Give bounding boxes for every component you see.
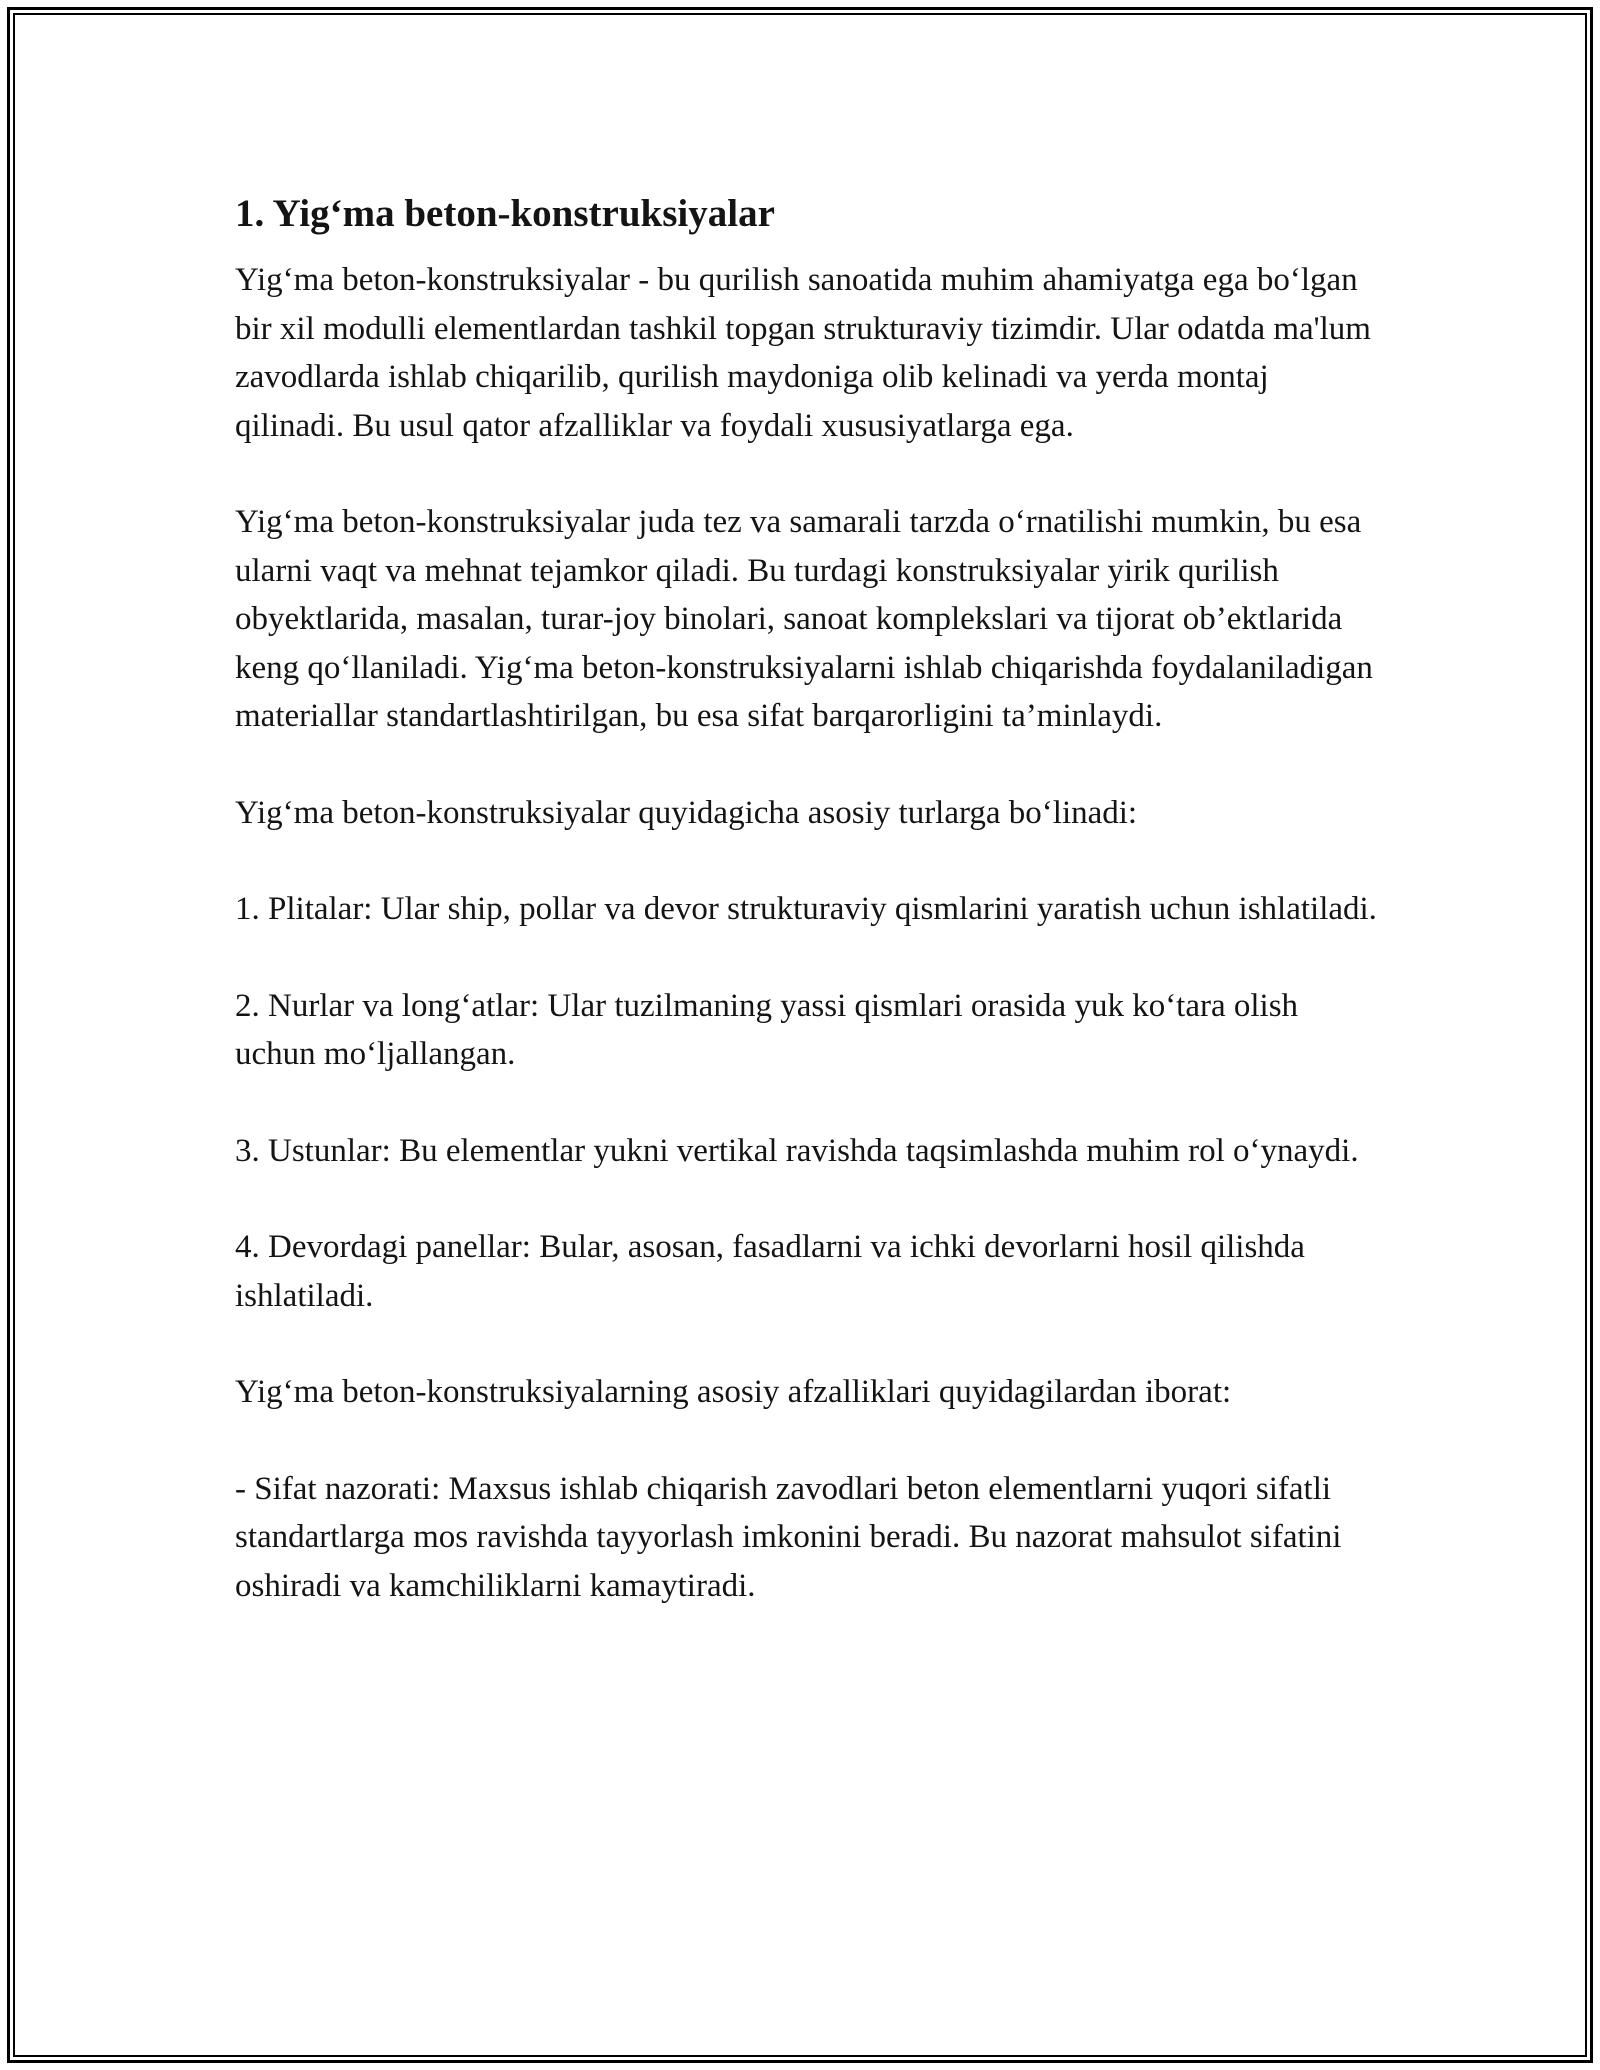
list-item-plates: 1. Plitalar: Ular ship, pollar va devor strukturaviy qismlarini yaratish uchun ishlatiladi. [235,891,1377,927]
document-body [235,188,1385,1658]
list-item-wall-panels: 4. Devordagi panellar: Bular, asosan, fasadlarni va ichki devorlarni hosil qilishda ishlatiladi. [235,1229,1305,1314]
advantages-paragraph: Yig‘ma beton-konstruksiyalar juda tez va samarali tarzda o‘rnatilishi mumkin, bu esa ularni vaqt va mehnat tejamkor qiladi. Bu turdagi konstruksiyalar yirik qurilish obyektlarida, masalan, turar-joy binolari, sanoat komplekslari va tijorat ob’ektlarida keng qo‘llaniladi. Yig‘ma beton-konstruksiyalarni ishlab chiqarishda foydalaniladigan materiallar standartlashtirilgan, bu esa sifat barqarorligini ta’minlaydi. [235,504,1373,734]
list-item-beams: 2. Nurlar va long‘atlar: Ular tuzilmaning yassi qismlari orasida yuk ko‘tara olish uchun mo‘ljallangan. [235,987,1299,1072]
list-item-columns: 3. Ustunlar: Bu elementlar yukni vertikal ravishda taqsimlashda muhim rol o‘ynaydi. [235,1132,1359,1169]
benefits-intro-paragraph: Yig‘ma beton-konstruksiyalarning asosiy afzalliklari quyidagilardan iborat: [235,1374,1232,1410]
intro-paragraph: Yig‘ma beton-konstruksiyalar - bu qurilish sanoatida muhim ahamiyatga ega bo‘lgan bir xil modulli elementlardan tashkil topgan strukturaviy tizimdir. Ular odatda ma'lum zavodlarda ishlab chiqarilib, qurilish maydoniga olib kelinadi va yerda montaj qilinadi. Bu usul qator afzalliklar va foydali xususiyatlarga ega. [235,262,1371,444]
section-heading: 1. Yig‘ma beton-konstruksiyalar [235,192,775,235]
benefit-quality-control: - Sifat nazorati: Maxsus ishlab chiqarish zavodlari beton elementlarni yuqori sifatli standartlarga mos ravishda tayyorlash imkonini beradi. Bu nazorat mahsulot sifatini oshiradi va kamchiliklarni kamaytiradi. [235,1470,1342,1604]
types-intro-paragraph: Yig‘ma beton-konstruksiyalar quyidagicha asosiy turlarga bo‘linadi: [235,794,1138,831]
